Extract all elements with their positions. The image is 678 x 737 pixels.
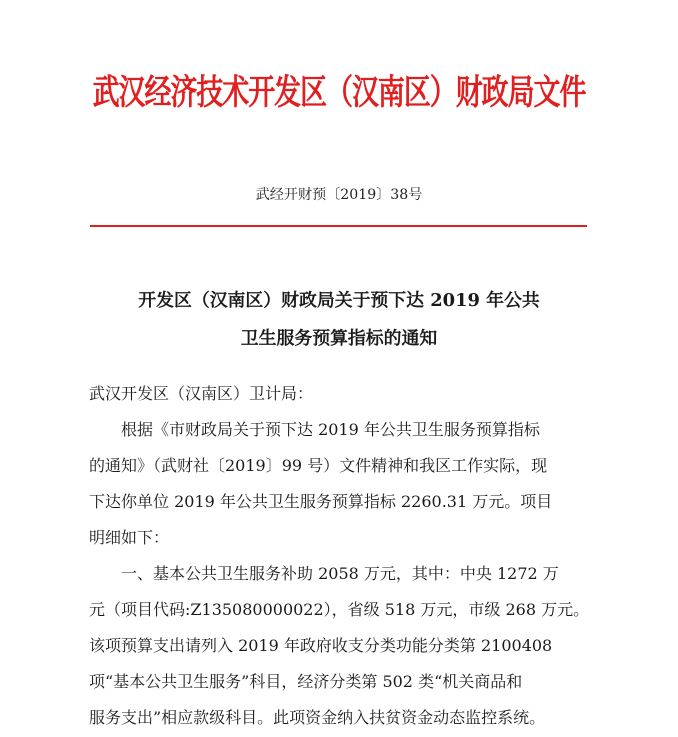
body-line: 的通知》（武财社〔2019〕99 号）文件精神和我区工作实际，现 xyxy=(89,456,548,475)
notice-title-line-2: 卫生服务预算指标的通知 xyxy=(240,328,438,349)
body-line: 一、基本公共卫生服务补助 2058 万元，其中：中央 1272 万 xyxy=(121,564,559,583)
body-line: 下达你单位 2019 年公共卫生服务预算指标 2260.31 万元。项目 xyxy=(89,492,553,511)
body-line: 该项预算支出请列入 2019 年政府收支分类功能分类第 2100408 xyxy=(89,636,553,655)
body-line: 明细如下： xyxy=(89,528,170,547)
addressee: 武汉开发区（汉南区）卫计局： xyxy=(89,384,314,403)
body-line: 服务支出”相应款级科目。此项资金纳入扶贫资金动态监控系统。 xyxy=(89,708,546,727)
body-line: 项“基本公共卫生服务”科目，经济分类第 502 类“机关商品和 xyxy=(89,672,523,691)
issuer-masthead: 武汉经济技术开发区（汉南区）财政局文件 xyxy=(92,73,586,114)
document-number: 武经开财预〔2019〕38号 xyxy=(255,187,423,203)
body-line: 元（项目代码:Z135080000022），省级 518 万元，市级 268 万元。 xyxy=(89,600,590,619)
body-line: 根据《市财政局关于预下达 2019 年公共卫生服务预算指标 xyxy=(121,420,540,439)
red-separator-line xyxy=(90,225,587,227)
notice-title-line-1: 开发区（汉南区）财政局关于预下达 2019 年公共 xyxy=(138,290,540,311)
